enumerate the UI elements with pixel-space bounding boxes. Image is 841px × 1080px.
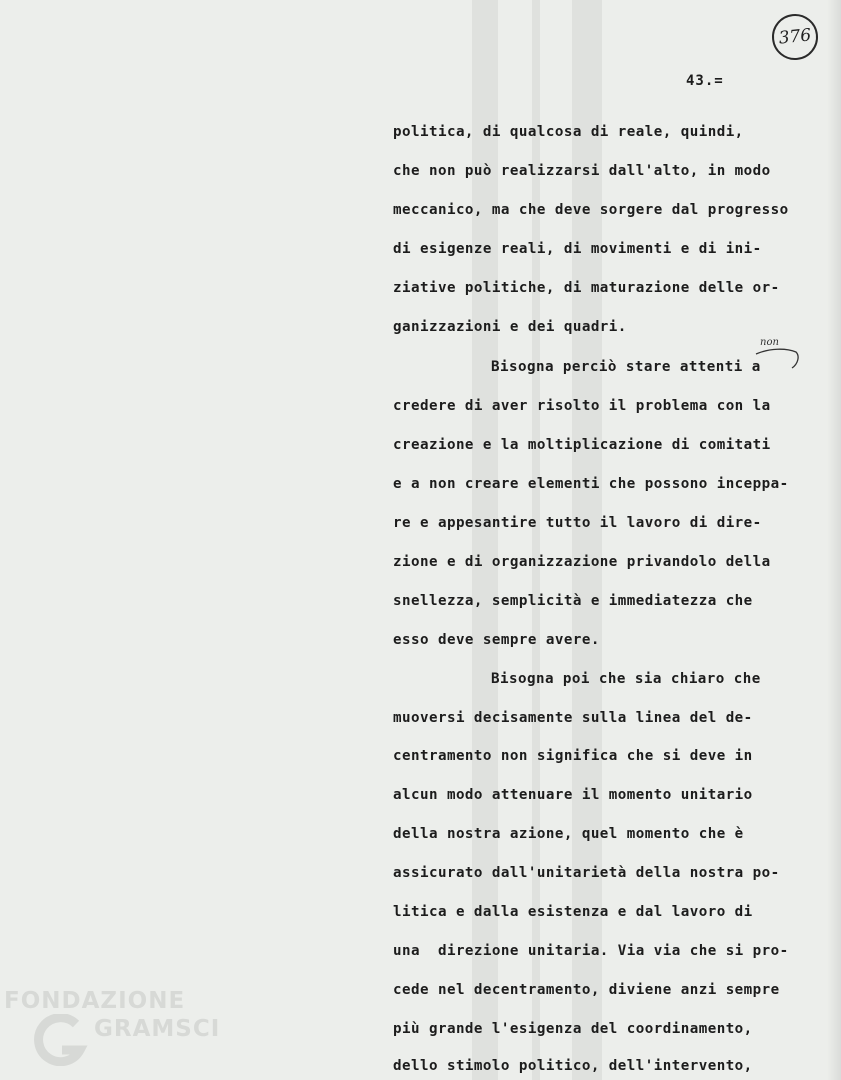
text-line: re e appesantire tutto il lavoro di dire- xyxy=(393,515,762,531)
fondazione-gramsci-logo xyxy=(4,988,221,1070)
handwritten-caret xyxy=(752,346,800,376)
text-line: della nostra azione, quel momento che è xyxy=(393,826,744,842)
text-line: creazione e la moltiplicazione di comitati xyxy=(393,437,771,453)
logo-text-line2: GRAMSCI xyxy=(94,1016,221,1042)
text-line: una direzione unitaria. Via via che si pro- xyxy=(393,943,789,959)
text-line: cede nel decentramento, diviene anzi sempre xyxy=(393,982,780,998)
text-line: zione e di organizzazione privandolo della xyxy=(393,554,771,570)
text-line: credere di aver risolto il problema con la xyxy=(393,398,771,414)
text-line: ziative politiche, di maturazione delle or- xyxy=(393,280,780,296)
text-line: che non può realizzarsi dall'alto, in modo xyxy=(393,163,771,179)
text-line: muoversi decisamente sulla linea del de- xyxy=(393,710,753,726)
text-line: esso deve sempre avere. xyxy=(393,632,600,648)
text-line: e a non creare elementi che possono inceppa- xyxy=(393,476,789,492)
page-number: 43.= xyxy=(686,73,724,89)
logo-text-line1: FONDAZIONE xyxy=(4,988,186,1014)
text-line: assicurato dall'unitarietà della nostra po- xyxy=(393,865,780,881)
page-edge-shadow xyxy=(827,0,841,1080)
text-line: meccanico, ma che deve sorgere dal progresso xyxy=(393,202,789,218)
text-line: Bisogna poi che sia chiaro che xyxy=(491,671,761,687)
logo-g-icon xyxy=(32,1014,92,1066)
text-line: snellezza, semplicità e immediatezza che xyxy=(393,593,753,609)
text-line: Bisogna perciò stare attenti a xyxy=(491,359,761,375)
text-line: alcun modo attenuare il momento unitario xyxy=(393,787,753,803)
text-line: politica, di qualcosa di reale, quindi, xyxy=(393,124,744,140)
text-line: di esigenze reali, di movimenti e di ini- xyxy=(393,241,762,257)
text-line: centramento non significa che si deve in xyxy=(393,748,753,764)
handwritten-insert: non xyxy=(760,337,779,348)
text-line: dello stimolo politico, dell'intervento, xyxy=(393,1058,753,1074)
text-line: litica e dalla esistenza e dal lavoro di xyxy=(393,904,753,920)
archive-number-stamp: 376 xyxy=(770,12,821,63)
text-line: ganizzazioni e dei quadri. xyxy=(393,319,627,335)
text-line: più grande l'esigenza del coordinamento, xyxy=(393,1021,753,1037)
